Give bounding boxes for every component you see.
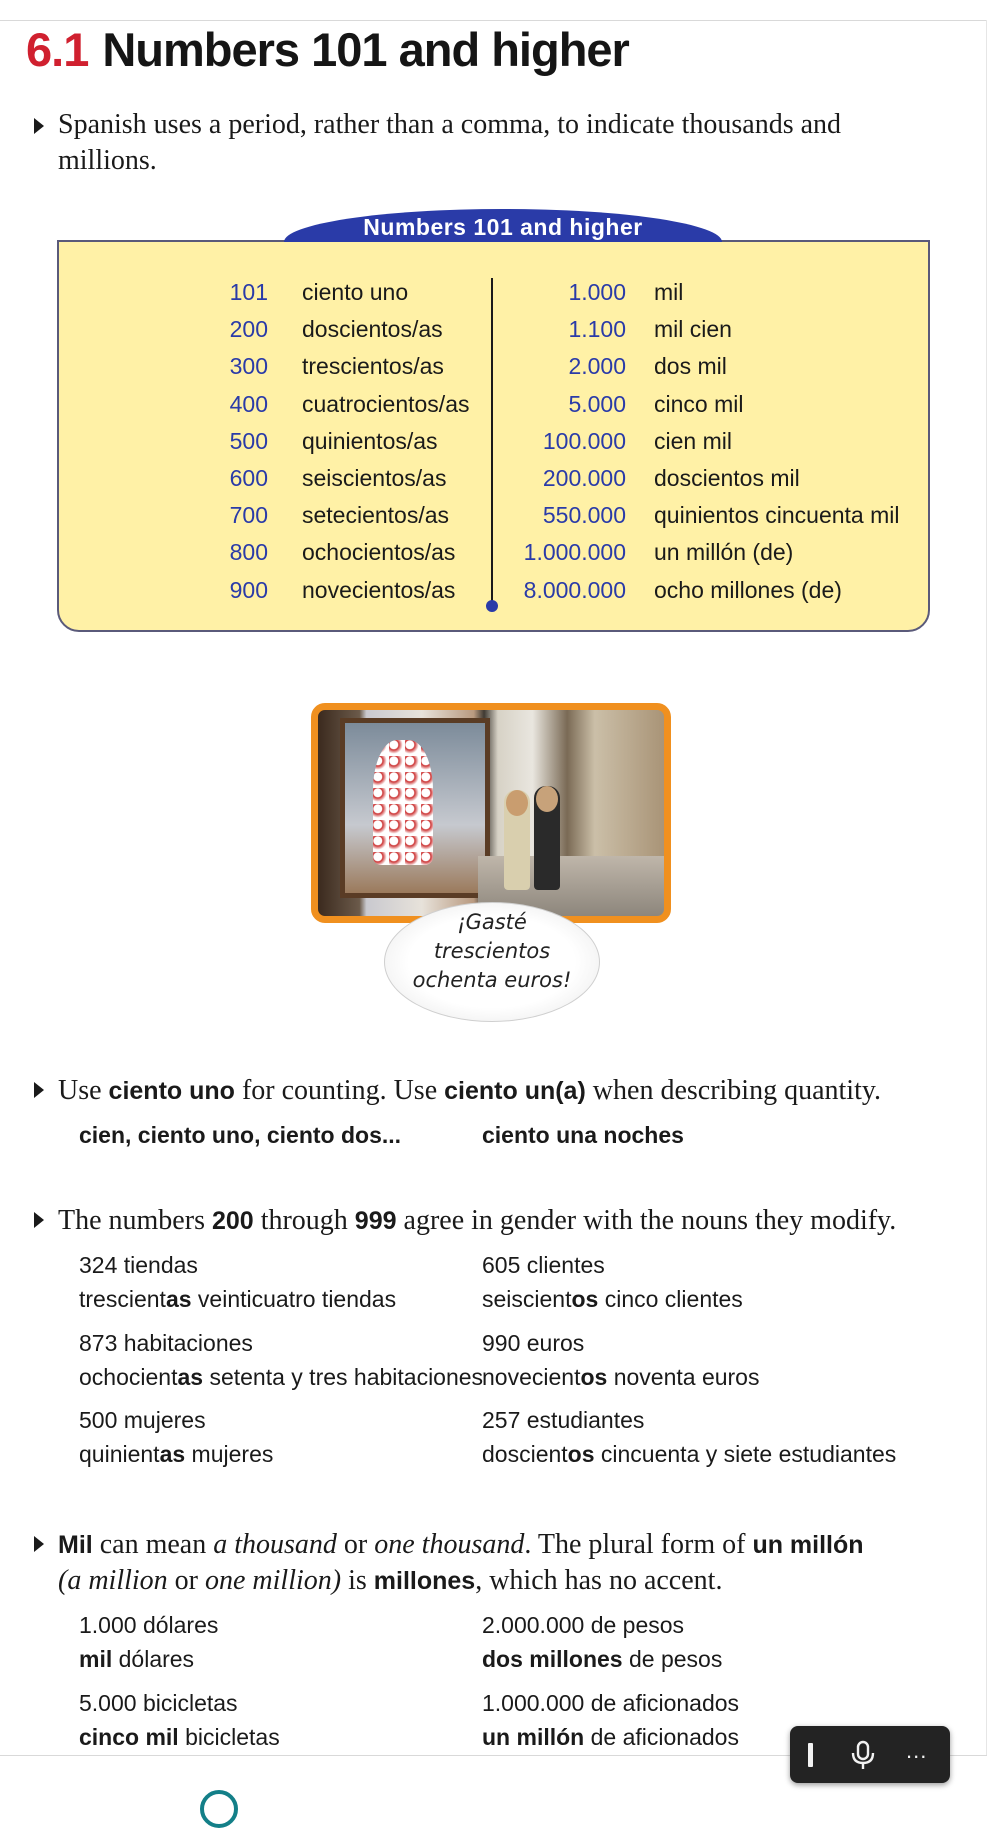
example-words (79, 1286, 396, 1313)
text: for counting. Use (234, 1075, 445, 1106)
example-words (79, 1724, 280, 1751)
table-row (0, 386, 987, 423)
text: can mean (92, 1529, 214, 1560)
top-divider (0, 20, 987, 21)
text: Use (58, 1075, 109, 1106)
number-value: 600 (229, 465, 268, 491)
flamenco-dress (373, 740, 433, 865)
example-number: 257 estudiantes (482, 1407, 645, 1433)
section-number: 6.1 (26, 23, 89, 76)
floating-toolbar (790, 1726, 950, 1783)
number-value: 8.000.000 (523, 576, 626, 603)
text: quinient (79, 1441, 160, 1467)
text: veinticuatro tiendas (191, 1286, 397, 1312)
number-word: seiscientos/as (302, 465, 447, 491)
number-word: un millón (de) (654, 539, 794, 566)
emphasis: (a million (58, 1565, 168, 1596)
example-number: 873 habitaciones (79, 1330, 253, 1356)
text: . The plural form of (524, 1529, 753, 1560)
number-value: 1.000 (568, 279, 626, 305)
woman-2-head (536, 786, 558, 812)
term: millones (373, 1567, 476, 1595)
scroll-indicator (200, 1790, 238, 1828)
page-title (26, 22, 629, 77)
example-words (482, 1286, 743, 1313)
text: or (167, 1565, 205, 1596)
bullet-icon (34, 118, 44, 134)
text: de pesos (622, 1646, 723, 1672)
term: un millón (482, 1724, 585, 1750)
number-word: quinientos/as (302, 427, 438, 454)
text: through (253, 1205, 355, 1236)
number-word: doscientos/as (302, 316, 443, 343)
number-value: 1.000.000 (523, 539, 626, 566)
text: when describing quantity. (585, 1075, 882, 1106)
bullet-icon (34, 1212, 44, 1228)
table-row (0, 460, 987, 497)
counting-rule (58, 1073, 958, 1109)
term: cinco mil (79, 1724, 179, 1750)
ending: os (567, 1441, 595, 1467)
term: mil (79, 1646, 113, 1672)
shopping-photo (311, 703, 671, 923)
table-row (0, 572, 987, 609)
ending: as (159, 1441, 186, 1467)
table-title: Numbers 101 and higher (284, 209, 722, 242)
table-row (0, 534, 987, 571)
number-value: 500 (229, 427, 268, 454)
section-title: Numbers 101 and higher (102, 23, 629, 76)
number-value: 2.000 (568, 353, 626, 380)
number-value: 900 (229, 576, 268, 603)
gender-rule (58, 1203, 958, 1239)
number-word: dos mil (654, 353, 727, 380)
term: 200 (211, 1207, 254, 1235)
example-number: 990 euros (482, 1330, 585, 1356)
number-word: quinientos cincuenta mil (654, 502, 900, 529)
example-words (482, 1724, 739, 1751)
text: ochocient (79, 1364, 178, 1390)
number-word: cinco mil (654, 390, 744, 417)
text: noventa euros (607, 1364, 760, 1390)
number-word: ocho millones (de) (654, 576, 842, 603)
text: agree in gender with the nouns they modify. (396, 1205, 897, 1236)
example-words (482, 1364, 759, 1391)
number-word: cien mil (654, 427, 732, 454)
emphasis: one thousand (374, 1529, 525, 1560)
number-word: cuatrocientos/as (302, 390, 470, 417)
table-row (0, 274, 987, 311)
example-quantity: ciento una noches (482, 1122, 684, 1148)
number-word: mil cien (654, 316, 732, 343)
bubble-line-3: ochenta euros! (412, 968, 572, 992)
number-value: 101 (229, 279, 268, 305)
text: or (336, 1529, 375, 1560)
microphone-icon[interactable] (850, 1740, 876, 1770)
table-row (0, 497, 987, 534)
speech-bubble (384, 902, 600, 1022)
text: novecient (482, 1364, 581, 1390)
ending: os (580, 1364, 608, 1390)
table-row (0, 311, 987, 348)
number-value: 400 (229, 390, 268, 417)
term: 999 (354, 1207, 397, 1235)
more-options-button[interactable]: ... (906, 1738, 928, 1763)
example-number: 5.000 bicicletas (79, 1690, 238, 1716)
text: cincuenta y siete estudiantes (594, 1441, 897, 1467)
term: Mil (58, 1531, 93, 1559)
example-number: 2.000.000 de pesos (482, 1612, 685, 1638)
number-value: 550.000 (542, 502, 626, 529)
text-cursor-button[interactable] (808, 1743, 813, 1767)
emphasis: a thousand (213, 1529, 337, 1560)
woman-1-head (506, 790, 528, 816)
number-word: trescientos/as (302, 353, 444, 380)
example-number: 1.000 dólares (79, 1612, 219, 1638)
table-row (0, 423, 987, 460)
number-word: ochocientos/as (302, 539, 456, 566)
text: de aficionados (584, 1724, 739, 1750)
example-number: 605 clientes (482, 1252, 605, 1278)
text: setenta y tres habitaciones (203, 1364, 484, 1390)
text: dólares (112, 1646, 195, 1672)
example-words (482, 1441, 896, 1468)
number-word: doscientos mil (654, 465, 800, 491)
text: The numbers (58, 1205, 212, 1236)
text: seiscient (482, 1286, 572, 1312)
example-counting: cien, ciento uno, ciento dos... (79, 1122, 402, 1148)
text: is (341, 1565, 374, 1596)
example-words (79, 1646, 194, 1673)
term: dos millones (482, 1646, 623, 1672)
number-value: 800 (229, 539, 268, 566)
text: doscient (482, 1441, 568, 1467)
intro-text: Spanish uses a period, rather than a comma, to indicate thousands and millions. (58, 109, 842, 176)
number-value: 300 (229, 353, 268, 380)
number-value: 100.000 (542, 427, 626, 454)
example-number: 1.000.000 de aficionados (482, 1690, 740, 1716)
text: bicicletas (178, 1724, 280, 1750)
number-value: 200 (229, 316, 268, 343)
number-value: 5.000 (568, 390, 626, 417)
term: ciento uno (108, 1077, 235, 1105)
term: un millón (752, 1531, 864, 1559)
ending: os (571, 1286, 599, 1312)
emphasis: one million) (205, 1565, 342, 1596)
bubble-line-1: ¡Gasté (457, 910, 527, 934)
ending: as (165, 1286, 192, 1312)
number-word: ciento uno (302, 279, 409, 305)
term: ciento un(a) (444, 1077, 586, 1105)
number-word: mil (654, 279, 684, 305)
example-number: 500 mujeres (79, 1407, 206, 1433)
example-words (79, 1441, 273, 1468)
example-words (482, 1646, 722, 1673)
text: mujeres (185, 1441, 274, 1467)
text: , which has no accent. (475, 1565, 723, 1596)
number-word: setecientos/as (302, 502, 450, 529)
example-words (79, 1364, 483, 1391)
mil-rule (58, 1527, 938, 1599)
number-value: 1.100 (568, 316, 626, 343)
table-row (0, 348, 987, 385)
number-word: novecientos/as (302, 576, 456, 603)
text: trescient (79, 1286, 166, 1312)
bubble-line-2: trescientos (433, 939, 551, 963)
bullet-icon (34, 1082, 44, 1098)
number-value: 200.000 (542, 465, 626, 491)
ending: as (177, 1364, 204, 1390)
number-value: 700 (229, 502, 268, 529)
bullet-icon (34, 1536, 44, 1552)
text: cinco clientes (598, 1286, 743, 1312)
example-number: 324 tiendas (79, 1252, 198, 1278)
